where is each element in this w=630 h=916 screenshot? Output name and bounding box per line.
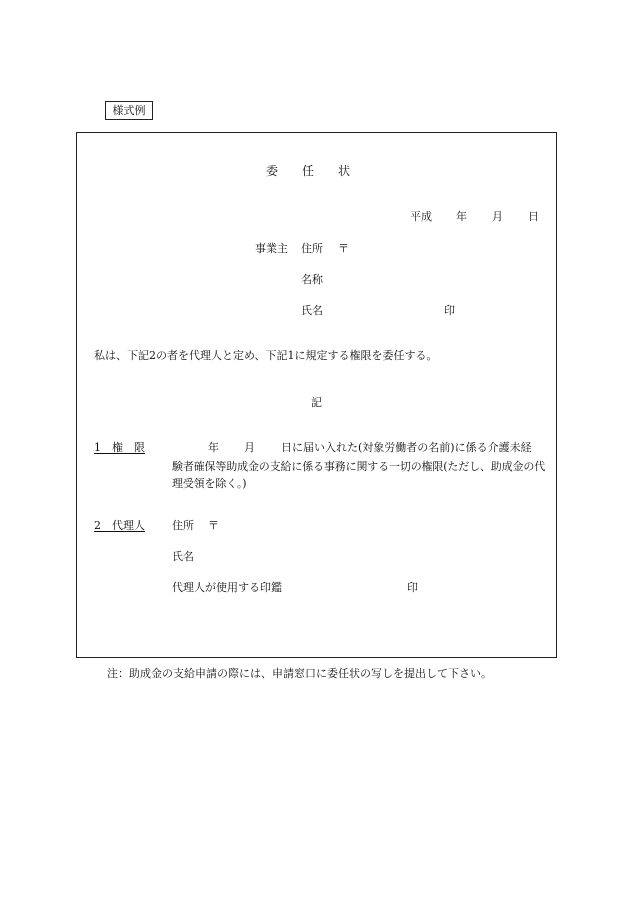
employer-name-label: 名称: [301, 273, 323, 286]
section1-text-line1: 日に届い入れた(対象労働者の名前)に係る介護未経: [281, 441, 532, 454]
agent-name-label: 氏名: [172, 550, 194, 563]
date-year: 年: [456, 210, 467, 223]
footnote: 注：助成金の支給申請の際には、申請窓口に委任状の写しを提出して下さい。: [107, 667, 492, 680]
agent-seal-mark: 印: [407, 581, 418, 594]
sample-label: 様式例: [105, 101, 153, 120]
agent-seal-label: 代理人が使用する印鑑: [172, 581, 282, 594]
section1-month: 月: [244, 441, 255, 454]
date-day: 日: [528, 210, 539, 223]
date-month: 月: [492, 210, 503, 223]
agent-address-label: 住所: [172, 519, 194, 532]
delegation-statement: 私は、下記2の者を代理人と定め、下記1に規定する権限を委任する。: [94, 349, 438, 362]
section2-heading: 2 代理人: [94, 519, 145, 532]
employer-postal-mark: 〒: [338, 242, 349, 255]
ki-heading: 記: [311, 396, 322, 409]
section1-text: 験者確保等助成金の支給に係る事務に関する一切の権限(ただし、助成金の代理受領を除く。): [172, 460, 546, 490]
section1-year: 年: [208, 441, 219, 454]
agent-postal-mark: 〒: [208, 519, 219, 532]
employer-address-label: 住所: [301, 242, 323, 255]
employer-person-label: 氏名: [301, 304, 323, 317]
employer-label: 事業主: [255, 242, 288, 255]
employer-seal-mark: 印: [444, 304, 455, 317]
form-frame: [76, 132, 557, 658]
section1-heading: 1 権 限: [94, 441, 145, 454]
date-era: 平成: [410, 210, 432, 223]
document-title: 委任状: [265, 164, 374, 178]
